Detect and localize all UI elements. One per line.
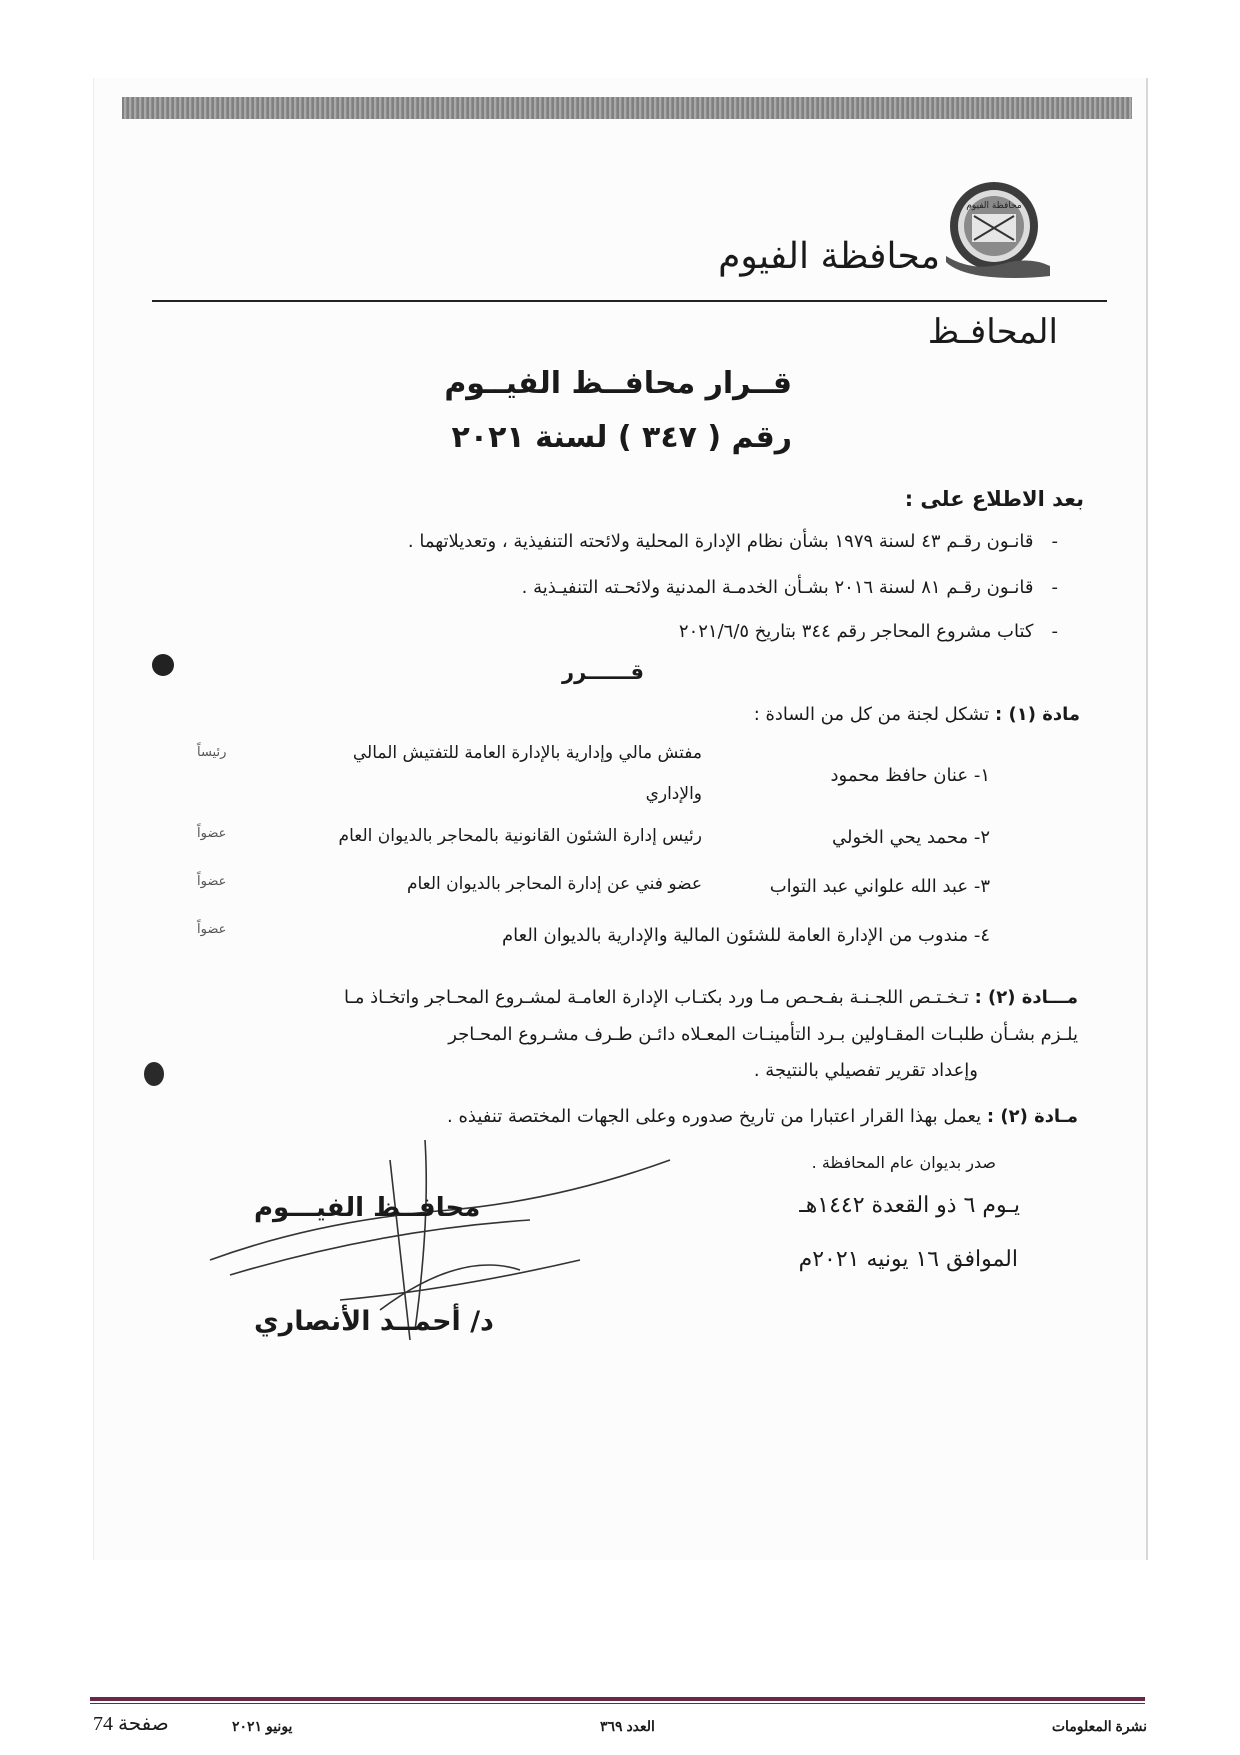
article-text: تشكل لجنة من كل من السادة : — [753, 704, 990, 725]
footer-page-number: صفحة 74 — [93, 1713, 169, 1735]
list-dash: - — [1051, 531, 1058, 552]
member-name: ٢- محمد يحي الخولي — [832, 827, 990, 848]
preamble-item: -كتاب مشروع المحاجر رقم ٣٤٤ بتاريخ ٢٠٢١/٦/٥ — [678, 621, 1058, 642]
member-name: ٣- عبد الله علواني عبد التواب — [769, 876, 990, 897]
hijri-date: يـوم ٦ ذو القعدة ١٤٤٢هـ — [799, 1193, 1020, 1218]
scan-edge-strip — [122, 97, 1132, 119]
member-title: عضو فني عن إدارة المحاجر بالديوان العام — [406, 874, 702, 894]
signatory-name: د/ أحمــد الأنصاري — [254, 1306, 494, 1337]
footer-issue: العدد ٣٦٩ — [600, 1718, 655, 1734]
preamble-heading: بعد الاطلاع على : — [904, 487, 1084, 511]
footer-divider-thin — [90, 1703, 1145, 1704]
member-title: مفتش مالي وإدارية بالإدارة العامة للتفتيش المالي — [352, 743, 702, 763]
member-role: عضواً — [197, 874, 227, 889]
punch-hole — [152, 654, 174, 676]
decision-number: رقم ( ٣٤٧ ) لسنة ٢٠٢١ — [451, 420, 792, 455]
governorate-seal-icon — [942, 176, 1052, 280]
signatory-title: محافــظ الفيـــوم — [254, 1193, 481, 1223]
header-divider — [152, 300, 1107, 302]
governorate-name: محافظة الفيوم — [718, 236, 940, 277]
member-name: ٤- مندوب من الإدارة العامة للشئون المالية والإدارية بالديوان العام — [502, 925, 990, 946]
member-title: رئيس إدارة الشئون القانونية بالمحاجر بالديوان العام — [338, 826, 702, 846]
seal-text: محافظة الفيوم — [966, 201, 1022, 211]
issued-note: صدر بديوان عام المحافظة . — [811, 1153, 996, 1172]
member-title-continued: والإداري — [645, 784, 702, 804]
member-role: رئيساً — [197, 745, 227, 760]
preamble-item: -قانـون رقـم ٤٣ لسنة ١٩٧٩ بشأن نظام الإدارة المحلية ولائحته التنفيذية ، وتعديلاتهما . — [407, 531, 1058, 552]
decision-title: قــرار محافــظ الفيــوم — [444, 366, 792, 401]
member-name: ١- عنان حافظ محمود — [830, 765, 990, 786]
member-role: عضواً — [197, 826, 227, 841]
article-label: مادة (١) : — [995, 704, 1080, 725]
preamble-item: -قانـون رقـم ٨١ لسنة ٢٠١٦ بشـأن الخدمـة المدنية ولائحـته التنفيـذية . — [521, 577, 1058, 598]
footer-publication: نشرة المعلومات — [1051, 1718, 1147, 1734]
member-role: عضواً — [197, 922, 227, 937]
article-1 — [754, 704, 1080, 725]
office-title: المحافـظ — [927, 312, 1058, 352]
article-label: مـادة (٢) : — [986, 1106, 1078, 1127]
punch-hole — [144, 1062, 164, 1086]
article-text: يعمل بهذا القرار اعتبارا من تاريخ صدوره وعلى الجهات المختصة تنفيذه . — [447, 1106, 982, 1127]
article-2 — [344, 987, 1078, 1008]
article-label: مـــادة (٢) : — [974, 987, 1078, 1008]
footer-divider — [90, 1697, 1145, 1701]
article-text: تـخـتـص اللجـنـة بفـحـص مـا ورد بكتـاب الإدارة العامـة لمشـروع المحـاجر واتخـاذ مـا — [344, 987, 969, 1008]
list-dash: - — [1051, 621, 1058, 642]
article-2-line: وإعداد تقرير تفصيلي بالنتيجة . — [753, 1060, 978, 1081]
article-2-line: يلـزم بشـأن طلبـات المقـاولين بـرد التأمينـات المعـلاه دائـن طـرف مشـروع المحـاجر — [448, 1024, 1078, 1045]
decided-heading: قــــــرر — [562, 660, 644, 684]
footer-month: يونيو ٢٠٢١ — [232, 1718, 293, 1734]
list-dash: - — [1051, 577, 1058, 598]
gregorian-date: الموافق ١٦ يونيه ٢٠٢١م — [798, 1247, 1018, 1272]
